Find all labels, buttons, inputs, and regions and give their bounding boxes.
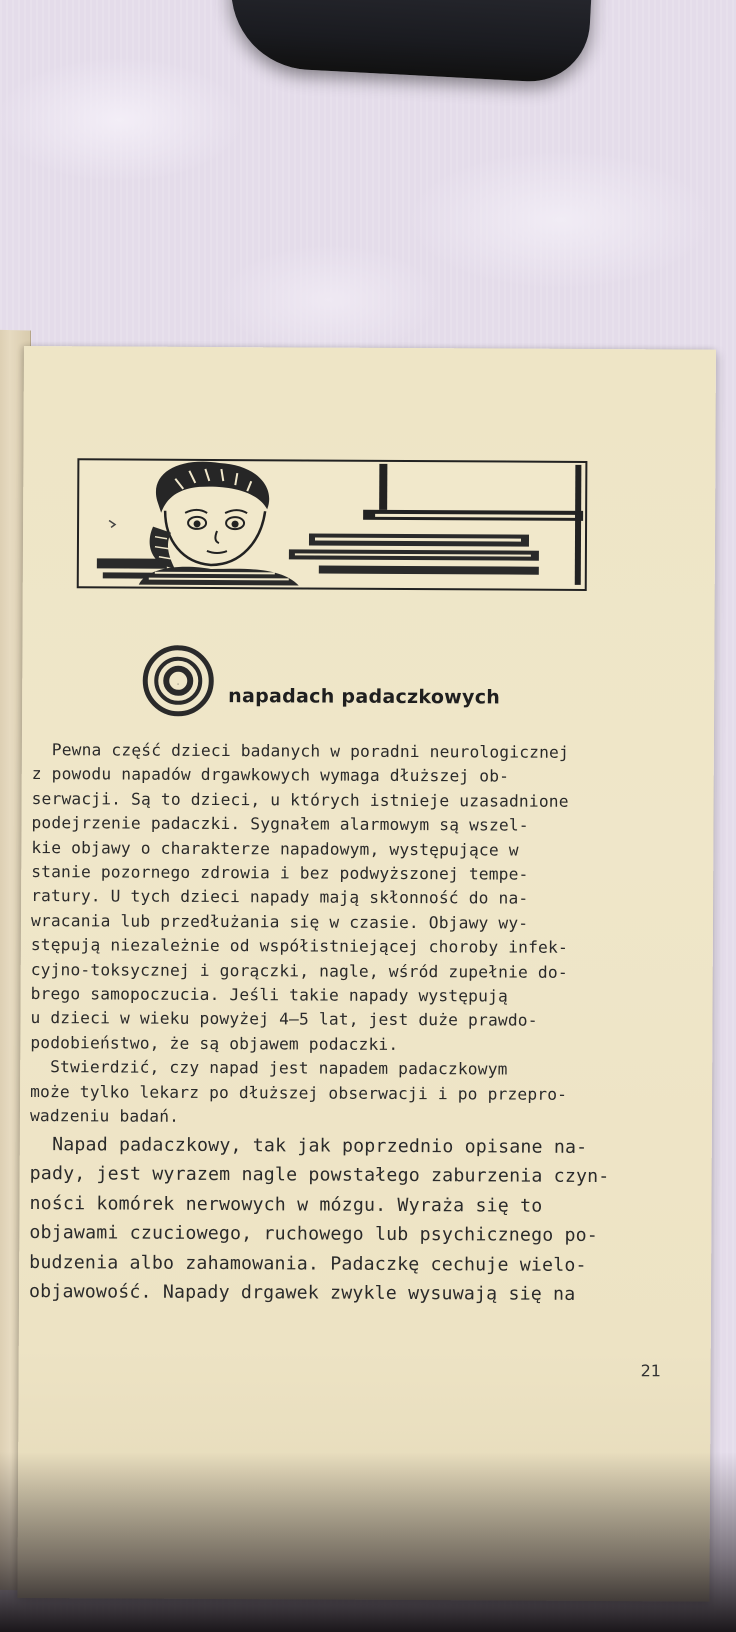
decorative-initial-o <box>142 645 214 717</box>
text-line: ratury. U tych dzieci napady mają skłonność do na- <box>31 886 529 909</box>
text-line: podobieństwo, że są objawem podaczki. <box>30 1032 399 1054</box>
paragraph-3 <box>29 1130 670 1311</box>
text-line: wracania lub przedłużania się w czasie. Objawy wy- <box>30 910 529 933</box>
text-line: brego samopoczucia. Jeśli takie napady występują <box>30 984 509 1006</box>
chapter-illustration <box>77 458 588 591</box>
text-line: stanie pozornego zdrowia i bez podwyższonej tempe- <box>31 862 529 884</box>
book-page <box>17 346 716 1602</box>
text-line: serwacji. Są to dzieci, u których istnieje uzasadnione <box>31 788 569 811</box>
heading-initial: O <box>177 683 180 686</box>
text-line: kie objawy o charakterze napadowym, występujące w <box>31 837 519 860</box>
paragraph-2 <box>30 1055 670 1132</box>
child-at-desk-illustration <box>79 460 586 589</box>
text-line: Stwierdzić, czy napad jest napadem padaczkowym <box>30 1057 508 1079</box>
text-line: budzenia albo zahamowania. Padaczkę cechuje wielo- <box>29 1251 587 1276</box>
text-line: objawami czuciowego, ruchowego lub psychicznego po- <box>29 1222 599 1247</box>
page-number: 21 <box>640 1361 662 1381</box>
body-text <box>29 738 672 1310</box>
heading-title: napadach padaczkowych <box>228 685 501 709</box>
text-line: u dzieci w wieku powyżej 4—5 lat, jest duże prawdo- <box>30 1008 538 1031</box>
bottom-shadow <box>0 1452 736 1632</box>
text-line: Pewna część dzieci badanych w poradni neurologicznej <box>31 740 570 762</box>
text-line: pady, jest wyrazem nagle powstałego zaburzenia czyn- <box>29 1163 610 1188</box>
paragraph-1 <box>30 738 672 1059</box>
text-line: objawowość. Napady drgawek zwykle wysuwają się na <box>28 1281 576 1306</box>
text-line: ności komórek nerwowych w mózgu. Wyraża się to <box>29 1192 543 1217</box>
text-line: wadzeniu badań. <box>29 1106 180 1126</box>
section-heading <box>142 645 562 727</box>
text-line: stępują niezależnie od współistniejącej choroby infek- <box>30 935 568 958</box>
text-line: Napad padaczkowy, tak jak poprzednio opisane na- <box>29 1133 588 1158</box>
text-line: może tylko lekarz po dłuższej obserwacji i po przepro- <box>30 1081 568 1104</box>
text-line: podejrzenie padaczki. Sygnałem alarmowym są wszel- <box>31 813 529 835</box>
text-line: cyjno-toksycznej i gorączki, nagle, wśród zupełnie do- <box>30 959 568 982</box>
text-line: z powodu napadów drgawkowych wymaga dłuższej ob- <box>31 764 510 786</box>
